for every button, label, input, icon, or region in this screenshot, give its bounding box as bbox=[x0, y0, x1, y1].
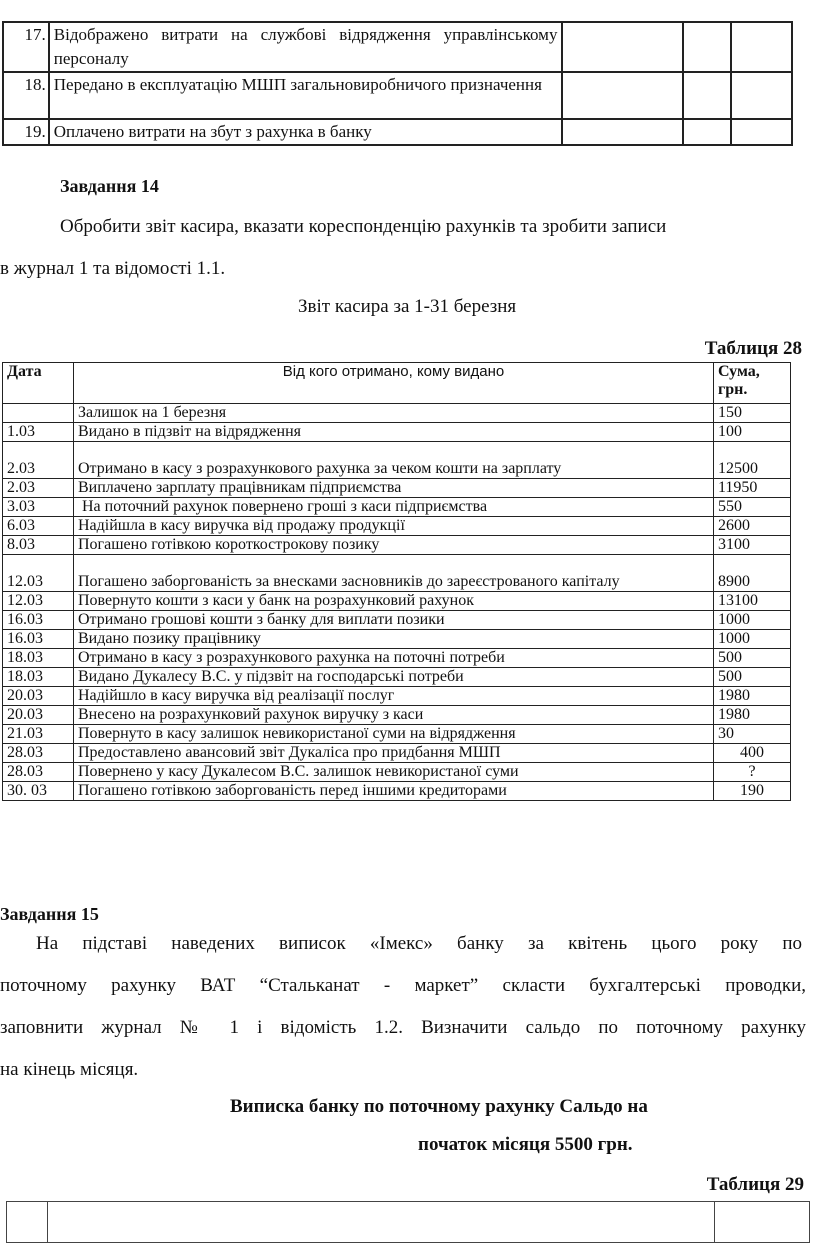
empty-cell bbox=[731, 72, 792, 119]
table-row bbox=[3, 782, 791, 801]
cell-sum: 1980 bbox=[714, 706, 791, 725]
cell-desc: Видано Дукалесу В.С. у підзвіт на господарські потреби bbox=[74, 668, 714, 687]
cell-date: 16.03 bbox=[3, 630, 74, 649]
cell-sum: 1000 bbox=[714, 630, 791, 649]
cell-desc: На поточний рахунок повернено гроші з каси підприємства bbox=[74, 498, 714, 517]
cell-sum: 1000 bbox=[714, 611, 791, 630]
cell-desc: Отримано в касу з розрахункового рахунка за чеком кошти на зарплату bbox=[74, 442, 714, 479]
cell-date: 18.03 bbox=[3, 668, 74, 687]
task14-text-line1: Обробити звіт касира, вказати кореспонденцію рахунків та зробити записи bbox=[60, 216, 667, 237]
table-row bbox=[3, 498, 791, 517]
cell-date: 12.03 bbox=[3, 555, 74, 592]
empty-cell bbox=[562, 119, 683, 145]
cell-desc: Видано в підзвіт на відрядження bbox=[74, 423, 714, 442]
cell-sum: 11950 bbox=[714, 479, 791, 498]
row-number: 18. bbox=[3, 72, 49, 119]
cell-sum: 190 bbox=[714, 782, 791, 801]
cell-sum: 13100 bbox=[714, 592, 791, 611]
table-row bbox=[3, 744, 791, 763]
table-row bbox=[3, 536, 791, 555]
table-row bbox=[3, 630, 791, 649]
table-row bbox=[3, 555, 791, 592]
empty-cell bbox=[48, 1202, 715, 1243]
cell-sum: 8900 bbox=[714, 555, 791, 592]
table-row bbox=[3, 72, 792, 119]
cell-sum: ? bbox=[714, 763, 791, 782]
cell-sum: 150 bbox=[714, 404, 791, 423]
header-sum: Сума, грн. bbox=[714, 363, 791, 404]
statement-title-line1: Виписка банку по поточному рахунку Сальдо на bbox=[230, 1096, 648, 1117]
table-row bbox=[3, 119, 792, 145]
operations-table-continued bbox=[2, 21, 793, 146]
table-row bbox=[3, 22, 792, 72]
table-row bbox=[3, 687, 791, 706]
row-description: Передано в експлуатацію МШП загальновиробничого призначення bbox=[49, 72, 563, 119]
cell-date bbox=[3, 404, 74, 423]
row-number: 19. bbox=[3, 119, 49, 145]
cell-sum: 30 bbox=[714, 725, 791, 744]
cell-date: 18.03 bbox=[3, 649, 74, 668]
table-row bbox=[3, 404, 791, 423]
table-row bbox=[3, 763, 791, 782]
table-row bbox=[3, 649, 791, 668]
table28-label: Таблиця 28 bbox=[704, 338, 802, 359]
row-description: Відображено витрати на службові відрядження управлінському персоналу bbox=[49, 22, 563, 72]
statement-title-line2: початок місяця 5500 грн. bbox=[418, 1134, 633, 1155]
header-description: Від кого отримано, кому видано bbox=[74, 363, 714, 404]
cell-desc: Надійшла в касу виручка від продажу продукції bbox=[74, 517, 714, 536]
cell-sum: 500 bbox=[714, 668, 791, 687]
cell-desc: Предоставлено авансовий звіт Дукаліса про придбання МШП bbox=[74, 744, 714, 763]
bank-statement-table bbox=[6, 1201, 810, 1243]
cell-date: 1.03 bbox=[3, 423, 74, 442]
cell-date: 3.03 bbox=[3, 498, 74, 517]
table-row bbox=[3, 725, 791, 744]
empty-cell bbox=[683, 72, 731, 119]
cell-sum: 12500 bbox=[714, 442, 791, 479]
cell-date: 28.03 bbox=[3, 763, 74, 782]
empty-cell bbox=[683, 119, 731, 145]
empty-cell bbox=[715, 1202, 810, 1243]
cell-desc: Отримано в касу з розрахункового рахунка на поточні потреби bbox=[74, 649, 714, 668]
table-row bbox=[3, 592, 791, 611]
cell-sum: 400 bbox=[714, 744, 791, 763]
cell-date: 12.03 bbox=[3, 592, 74, 611]
task15-title: Завдання 15 bbox=[0, 904, 99, 924]
cell-sum: 3100 bbox=[714, 536, 791, 555]
table-row bbox=[3, 423, 791, 442]
cell-sum: 550 bbox=[714, 498, 791, 517]
task15-text-line3: заповнити журнал № 1 і відомість 1.2. Визначити сальдо по поточному рахунку bbox=[0, 1017, 806, 1038]
cell-desc: Внесено на розрахунковий рахунок виручку з каси bbox=[74, 706, 714, 725]
table-row bbox=[7, 1202, 810, 1243]
cell-desc: Погашено заборгованість за внесками засновників до зареєстрованого капіталу bbox=[74, 555, 714, 592]
table-row bbox=[3, 442, 791, 479]
table-row bbox=[3, 611, 791, 630]
cell-desc: Виплачено зарплату працівникам підприємства bbox=[74, 479, 714, 498]
cell-date: 21.03 bbox=[3, 725, 74, 744]
empty-cell bbox=[731, 22, 792, 72]
cell-date: 6.03 bbox=[3, 517, 74, 536]
empty-cell bbox=[562, 22, 683, 72]
cell-sum: 500 bbox=[714, 649, 791, 668]
report-title: Звіт касира за 1-31 березня bbox=[298, 296, 517, 317]
cell-desc: Повернено у касу Дукалесом В.С. залишок невикористаної суми bbox=[74, 763, 714, 782]
table-row bbox=[3, 517, 791, 536]
task15-text-line1: На підставі наведених виписок «Імекс» банку за квітень цього року по bbox=[36, 933, 802, 954]
cell-desc: Видано позику працівнику bbox=[74, 630, 714, 649]
cell-sum: 1980 bbox=[714, 687, 791, 706]
cell-date: 2.03 bbox=[3, 479, 74, 498]
table29-label: Таблиця 29 bbox=[706, 1174, 804, 1195]
cashier-report-table bbox=[2, 362, 791, 801]
task14-text-line2: в журнал 1 та відомості 1.1. bbox=[0, 258, 226, 279]
table-row bbox=[3, 706, 791, 725]
row-description: Оплачено витрати на збут з рахунка в банку bbox=[49, 119, 563, 145]
table-row bbox=[3, 668, 791, 687]
task15-text-line4: на кінець місяця. bbox=[0, 1059, 139, 1080]
empty-cell bbox=[7, 1202, 48, 1243]
cell-date: 16.03 bbox=[3, 611, 74, 630]
cell-desc: Повернуто в касу залишок невикористаної суми на відрядження bbox=[74, 725, 714, 744]
empty-cell bbox=[731, 119, 792, 145]
cell-date: 28.03 bbox=[3, 744, 74, 763]
cell-desc: Погашено готівкою короткострокову позику bbox=[74, 536, 714, 555]
cell-sum: 2600 bbox=[714, 517, 791, 536]
table-row bbox=[3, 479, 791, 498]
cell-date: 2.03 bbox=[3, 442, 74, 479]
cell-desc: Надійшло в касу виручка від реалізації послуг bbox=[74, 687, 714, 706]
cell-desc: Погашено готівкою заборгованість перед іншими кредиторами bbox=[74, 782, 714, 801]
task15-text-line2: поточному рахунку ВАТ “Стальканат - маркет” скласти бухгалтерські проводки, bbox=[0, 975, 806, 996]
cell-date: 20.03 bbox=[3, 687, 74, 706]
row-number: 17. bbox=[3, 22, 49, 72]
cell-desc: Залишок на 1 березня bbox=[74, 404, 714, 423]
table-header-row bbox=[3, 363, 791, 404]
header-date: Дата bbox=[3, 363, 74, 404]
cell-desc: Отримано грошові кошти з банку для виплати позики bbox=[74, 611, 714, 630]
cell-sum: 100 bbox=[714, 423, 791, 442]
cell-date: 8.03 bbox=[3, 536, 74, 555]
cell-date: 20.03 bbox=[3, 706, 74, 725]
empty-cell bbox=[562, 72, 683, 119]
cell-date: 30. 03 bbox=[3, 782, 74, 801]
empty-cell bbox=[683, 22, 731, 72]
cell-desc: Повернуто кошти з каси у банк на розрахунковий рахунок bbox=[74, 592, 714, 611]
task14-title: Завдання 14 bbox=[60, 176, 159, 196]
